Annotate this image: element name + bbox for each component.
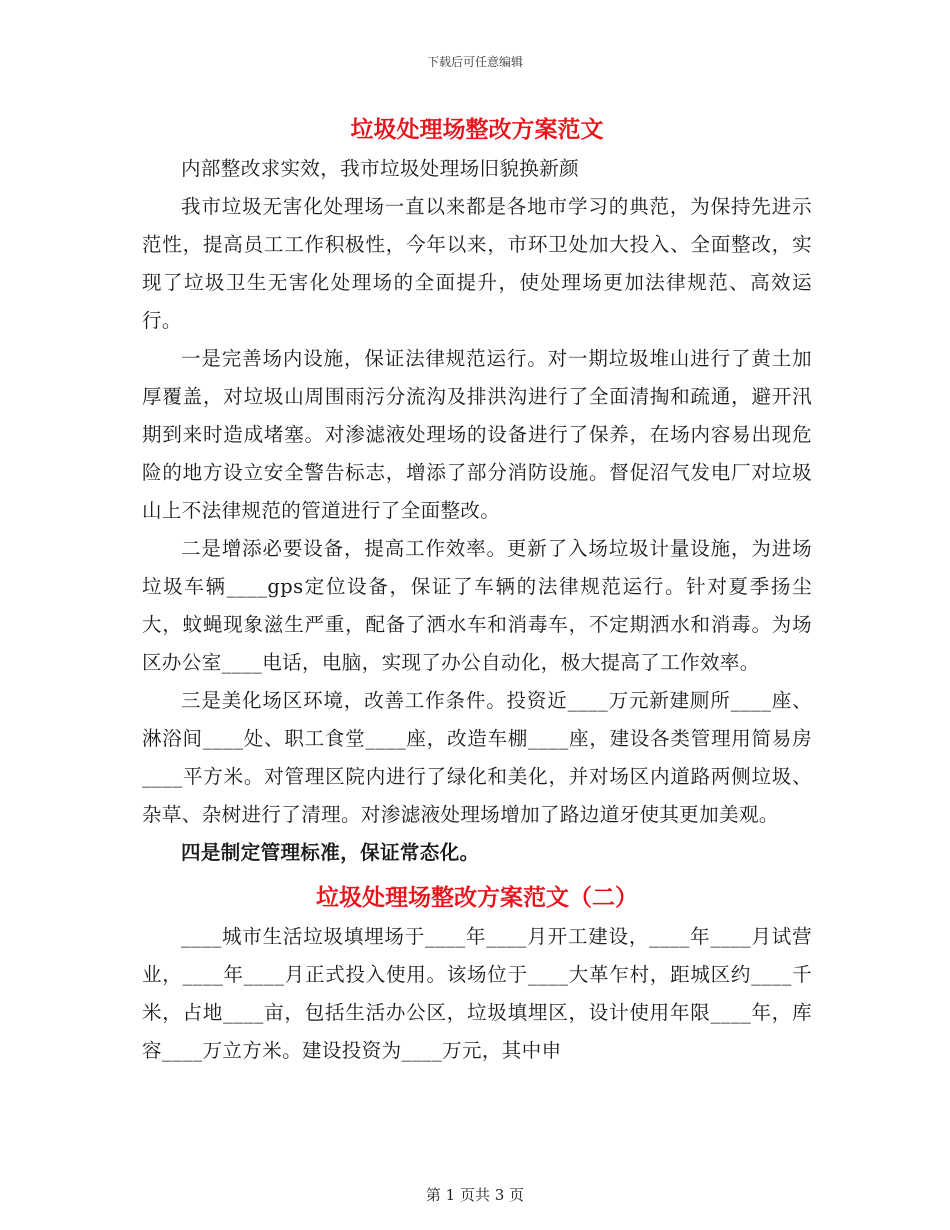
header-note: 下载后可任意编辑 — [426, 55, 523, 69]
paragraph-point-one: 一是完善场内设施，保证法律规范运行。对一期垃圾堆山进行了黄土加厚覆盖，对垃圾山周围雨污分流沟及排洪沟进行了全面清掏和疏通，避开汛期到来时造成堵塞。对渗滤液处理场的设备进行了保养，在场内容易出现危险的地方设立安全警告标志，增添了部分消防设施。督促沼气发电厂对垃圾山上不法律规范的管道进行了全面整改。 — [142, 347, 812, 522]
document-body — [142, 110, 812, 1070]
paragraph-point-four: 四是制定管理标准，保证常态化。 — [181, 841, 480, 864]
paragraph-intro: 我市垃圾无害化处理场一直以来都是各地市学习的典范，为保持先进示范性，提高员工工作积极性，今年以来，市环卫处加大投入、全面整改，实现了垃圾卫生无害化处理场的全面提升，使处理场更加法律规范、高效运行。 — [142, 195, 812, 332]
document-title-two: 垃圾处理场整改方案范文（二） — [316, 884, 638, 911]
paragraph-section-two: ____城市生活垃圾填埋场于____年____月开工建设，____年____月试营业，____年____月正式投入使用。该场位于____大革乍村，距城区约____千米，占地____亩，包括生活办公区，垃圾填埋区，设计使用年限____年，库容____万立方米。建设投资为____万元，其中申 — [142, 925, 812, 1062]
paragraph-subtitle: 内部整改求实效，我市垃圾处理场旧貌换新颜 — [181, 157, 580, 180]
paragraph-point-two: 二是增添必要设备，提高工作效率。更新了入场垃圾计量设施，为进场垃圾车辆____gps定位设备，保证了车辆的法律规范运行。针对夏季扬尘大，蚊蝇现象滋生严重，配备了洒水车和消毒车，不定期洒水和消毒。为场区办公室____电话，电脑，实现了办公自动化，极大提高了工作效率。 — [142, 537, 812, 674]
page-number: 第 1 页共 3 页 — [425, 1186, 525, 1204]
document-title: 垃圾处理场整改方案范文 — [350, 116, 604, 143]
paragraph-point-three: 三是美化场区环境，改善工作条件。投资近____万元新建厕所____座、淋浴间____处、职工食堂____座，改造车棚____座，建设各类管理用简易房____平方米。对管理区院内进行了绿化和美化，并对场区内道路两侧垃圾、杂草、杂树进行了清理。对渗滤液处理场增加了路边道牙使其更加美观。 — [142, 689, 812, 826]
